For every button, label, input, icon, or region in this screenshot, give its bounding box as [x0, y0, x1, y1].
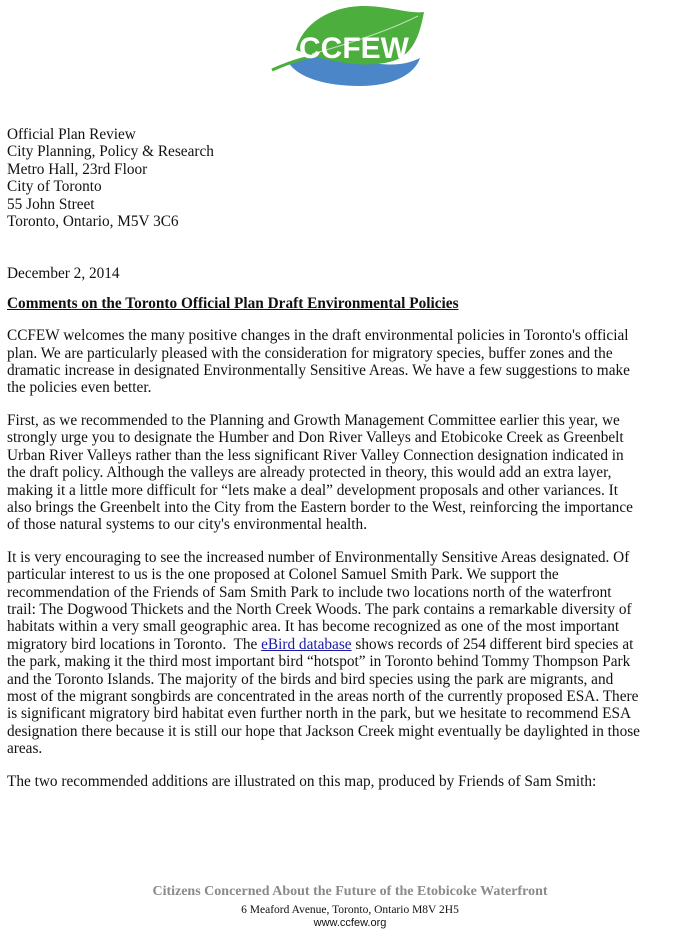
ccfew-logo: [268, 4, 432, 86]
address-line: 55 John Street: [7, 195, 95, 213]
paragraph-greenbelt: [7, 412, 697, 534]
text-line: the policies even better.: [7, 379, 152, 397]
text-segment: migratory bird locations in Toronto. The: [7, 635, 262, 653]
text-line: making it a little more difficult for “lets make a deal” development proposals and other variances. It: [7, 481, 618, 499]
text-line: areas.: [7, 740, 43, 758]
logo-text: CCFEW: [299, 32, 409, 65]
footer-website: www.ccfew.org: [313, 917, 387, 929]
text-line-with-link: [7, 636, 697, 653]
letter-date: December 2, 2014: [7, 265, 120, 283]
paragraph-map-intro: [7, 773, 697, 790]
address-line: Metro Hall, 23rd Floor: [7, 160, 148, 178]
text-line: First, as we recommended to the Planning and Growth Management Committee earlier this year, we: [7, 411, 620, 429]
text-line: recommendation of the Friends of Sam Smith Park to include two locations north of the waterfront: [7, 583, 612, 601]
text-line: the park, making it the third most important bird “hotspot” in Toronto behind Tommy Thompson Park: [7, 653, 631, 671]
address-line: Official Plan Review: [7, 126, 136, 143]
text-line: strongly urge you to designate the Humber and Don River Valleys and Etobicoke Creek as Greenbelt: [7, 429, 624, 447]
text-line: trail: The Dogwood Thickets and the North Creek Woods. The park contains a remarkable diversity of: [7, 600, 632, 618]
text-line: plan. We are particularly pleased with the consideration for migratory species, buffer zones and the: [7, 344, 613, 362]
footer-organization: Citizens Concerned About the Future of the Etobicoke Waterfront: [152, 884, 548, 899]
paragraph-intro: [7, 327, 697, 397]
paragraph-esa: [7, 549, 697, 758]
footer-address: 6 Meaford Avenue, Toronto, Ontario M8V 2H5: [241, 904, 459, 916]
text-line: The two recommended additions are illustrated on this map, produced by Friends of Sam Smith:: [7, 772, 597, 790]
text-line: CCFEW welcomes the many positive changes in the draft environmental policies in Toronto's official: [7, 327, 629, 345]
text-line: particular interest to us is the one proposed at Colonel Samuel Smith Park. We support the: [7, 566, 559, 584]
text-line: of those natural systems to our city's environmental health.: [7, 516, 368, 534]
text-line: habitats within a very small geographic area. It has become recognized as one of the most important: [7, 618, 620, 636]
text-line: most of the migrant songbirds are concentrated in the areas north of the currently proposed ESA. There: [7, 687, 639, 705]
address-line: City of Toronto: [7, 178, 102, 196]
text-segment: shows records of 254 different bird species at: [351, 635, 634, 653]
text-line: and the Toronto Islands. The majority of the birds and bird species using the park are migrants, and: [7, 670, 614, 688]
text-line: It is very encouraging to see the increased number of Environmentally Sensitive Areas designated. Of: [7, 548, 630, 566]
text-line: designation there because it is still our hope that Jackson Creek might eventually be daylighted in those: [7, 722, 640, 740]
text-line: the draft policy. Although the valleys are already protected in theory, this would add an extra layer,: [7, 464, 612, 482]
letter-heading: Comments on the Toronto Official Plan Draft Environmental Policies: [7, 294, 459, 312]
recipient-address: [7, 126, 697, 230]
letter-body: [7, 126, 697, 790]
text-line: is significant migratory bird habitat even further north in the park, but we hesitate to recommend ESA: [7, 705, 632, 723]
address-line: Toronto, Ontario, M5V 3C6: [7, 213, 179, 231]
ebird-database-link[interactable]: eBird database: [261, 635, 352, 653]
address-line: City Planning, Policy & Research: [7, 143, 214, 161]
text-line: also brings the Greenbelt into the City from the Eastern border to the West, reinforcing the importance: [7, 498, 633, 516]
text-line: Urban River Valleys rather than the less significant River Valley Connection designation indicated in: [7, 446, 624, 464]
text-line: dramatic increase in designated Environmentally Sensitive Areas. We have a few suggestions to make: [7, 362, 630, 380]
